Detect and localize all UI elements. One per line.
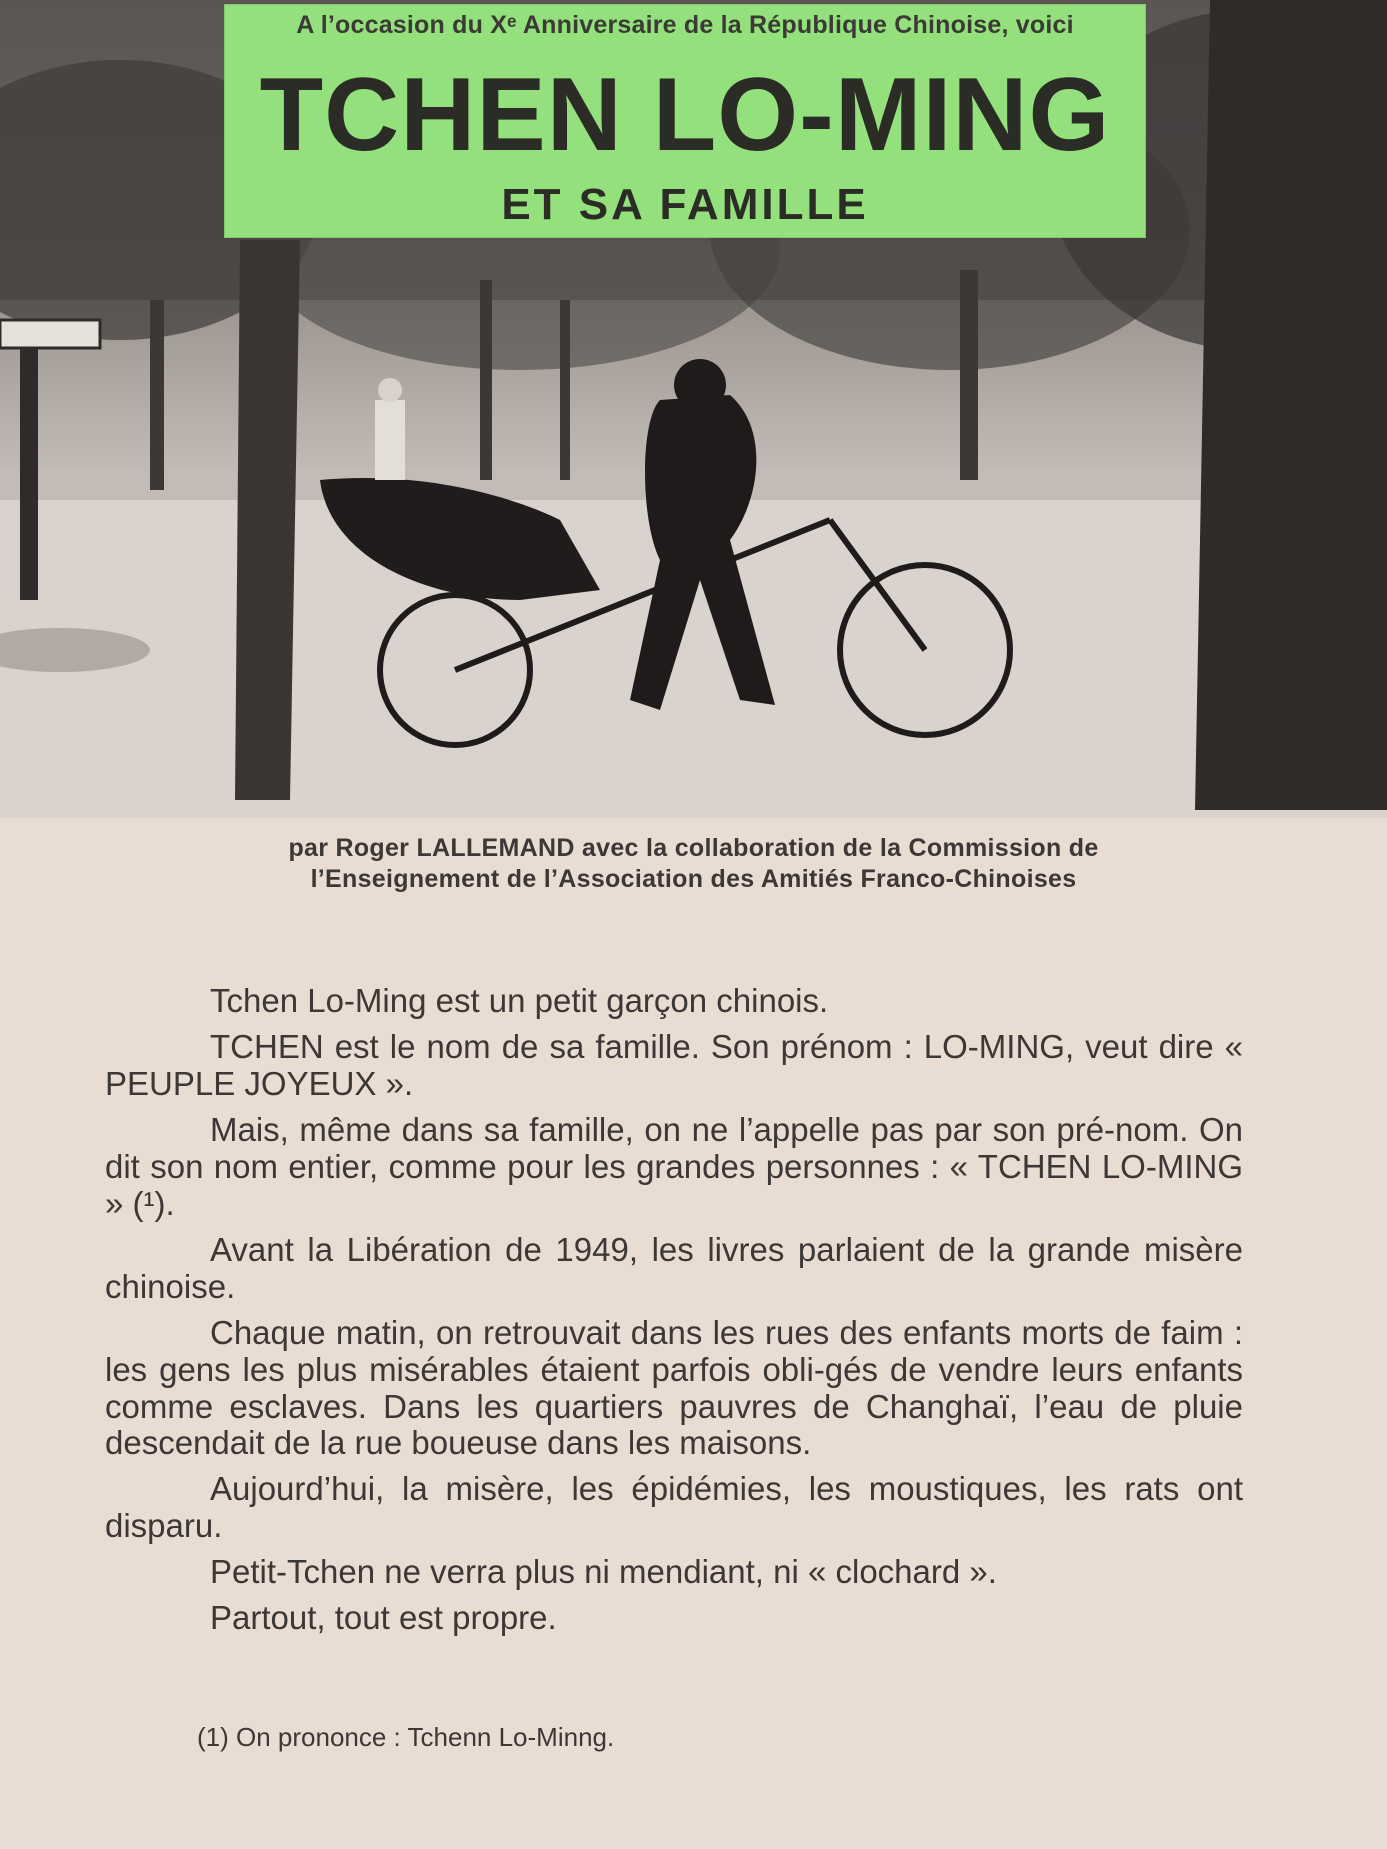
body-text [105,983,1243,1646]
main-title: TCHEN LO-MING [259,57,1111,173]
paragraph: Mais, même dans sa famille, on ne l’appelle pas par son pré-nom. On dit son nom entier, comme pour les grandes personnes : « TCHEN LO-MING » (¹). [105,1110,1243,1222]
title-banner [225,5,1145,237]
occasion-line: A l’occasion du Xᵉ Anniversaire de la République Chinoise, voici [296,11,1074,39]
credit [120,833,1267,896]
paragraph: Avant la Libération de 1949, les livres parlaient de la grande misère chinoise. [105,1230,1243,1305]
credit-line-1: par Roger LALLEMAND avec la collaboration de la Commission de [288,834,1099,862]
rickshaw-photo [0,0,1387,818]
credit-line-2: l’Enseignement de l’Association des Amitiés Franco-Chinoises [310,865,1077,894]
paragraph: Aujourd’hui, la misère, les épidémies, les moustiques, les rats ont disparu. [105,1470,1243,1545]
paragraph: Tchen Lo-Ming est un petit garçon chinois. [210,982,829,1019]
paragraph: Partout, tout est propre. [210,1599,557,1637]
footnote: (1) On prononce : Tchenn Lo-Minng. [197,1722,615,1752]
paragraph: Petit-Tchen ne verra plus ni mendiant, ni « clochard ». [210,1553,997,1591]
sub-title: ET SA FAMILLE [501,180,869,229]
paragraph: TCHEN est le nom de sa famille. Son prénom : LO-MING, veut dire « PEUPLE JOYEUX ». [105,1027,1243,1102]
paragraph: Chaque matin, on retrouvait dans les rues des enfants morts de faim : les gens les plus misérables étaient parfois obli-gés de vendre leurs enfants comme esclaves. Dans les quartiers pauvres de Changhaï, l’eau de pluie descendait de la rue boueuse dans les maisons. [105,1313,1243,1462]
